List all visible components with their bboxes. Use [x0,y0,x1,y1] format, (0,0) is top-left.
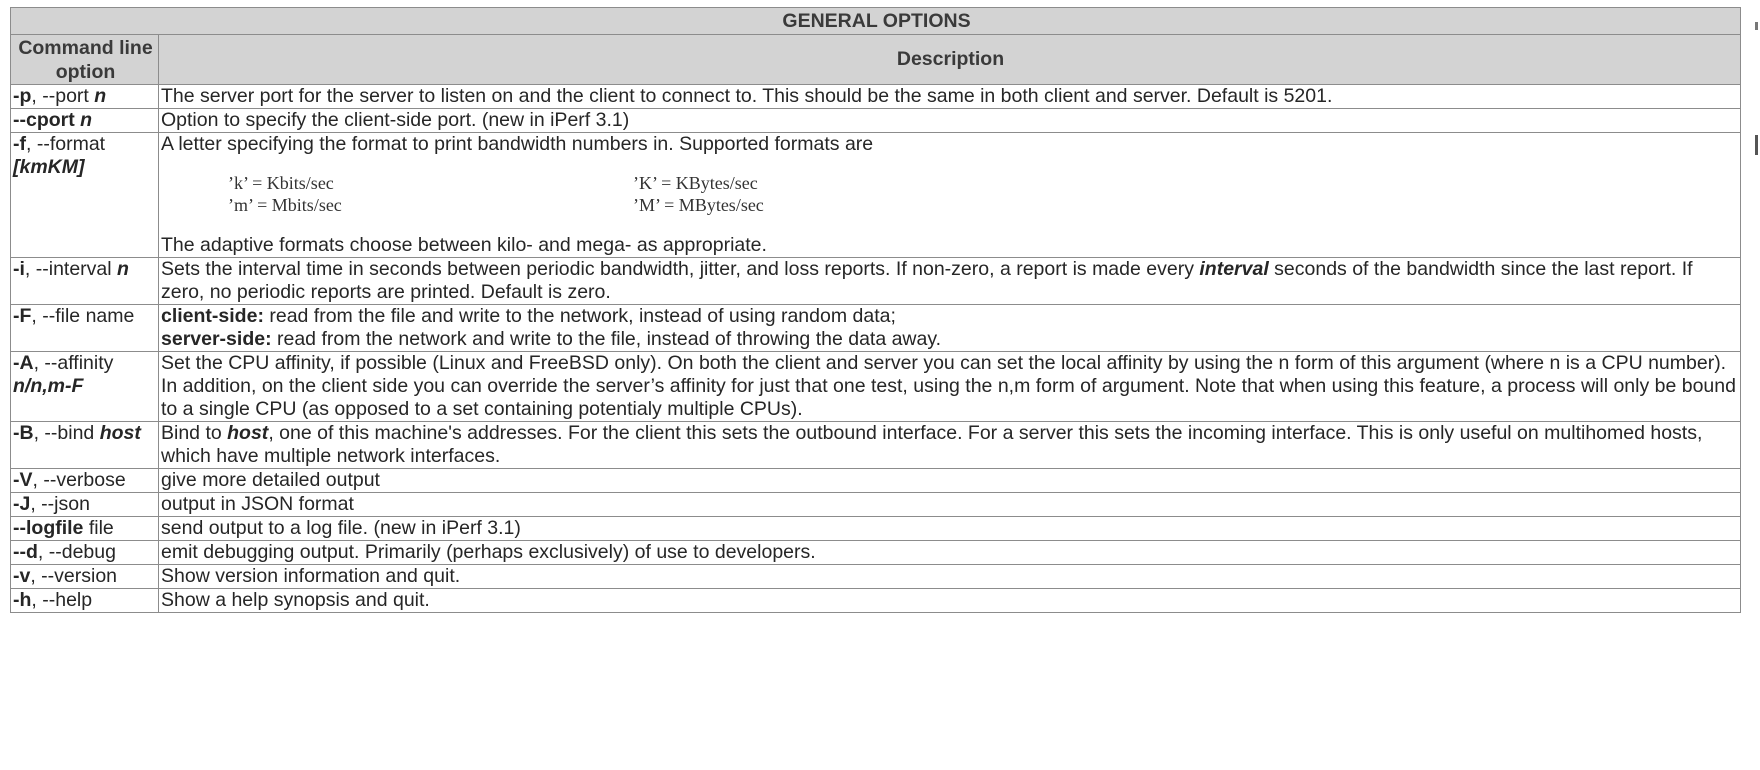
option-arg: n/n,m-F [13,375,84,397]
option-flag: -F [13,305,32,327]
client-side-label: client-side: [161,305,264,327]
option-long: , --affinity [33,352,114,374]
description-cell: send output to a log file. (new in iPerf 3.1) [159,517,1741,541]
option-arg: n [117,258,129,280]
option-long: , --help [31,589,93,611]
interval-emphasis: interval [1199,258,1269,280]
option-long: , --file name [31,305,135,327]
description-cell [159,422,1741,469]
option-long: , --bind [33,422,100,444]
server-side-label: server-side: [161,328,272,350]
option-cell [11,133,159,258]
option-long: , --format [26,133,106,155]
description-cell: The server port for the server to listen on and the client to connect to. This should be the same in both client and server. Default is 5201. [159,85,1741,109]
option-long: , --interval [24,258,118,280]
table-title: GENERAL OPTIONS [11,8,1741,35]
option-long: , --port [31,85,95,107]
option-cell [11,565,159,589]
option-cell [11,258,159,305]
table-row [11,422,1741,469]
option-cell [11,541,159,565]
table-row [11,493,1741,517]
bind-text-a: Bind to [161,422,228,444]
description-cell: output in JSON format [159,493,1741,517]
option-cell [11,469,159,493]
table-row [11,109,1741,133]
option-arg: [kmKM] [13,156,85,178]
server-side-text: read from the network and write to the file, instead of throwing the data away. [271,328,942,350]
format-m: ’m’ = Mbits/sec [228,195,342,215]
option-cell [11,305,159,352]
format-list [228,172,1740,216]
option-flag: -f [13,133,26,155]
option-cell [11,352,159,422]
option-cell [11,517,159,541]
option-long: , --verbose [32,469,126,491]
scrollbar-arrow[interactable] [1755,22,1758,30]
option-cell [11,85,159,109]
option-flag: -p [13,85,32,107]
column-header-option: Command line option [11,35,159,85]
option-long: , --json [30,493,90,515]
table-row [11,517,1741,541]
option-flag: --d [13,541,38,563]
description-cell: Option to specify the client-side port. (new in iPerf 3.1) [159,109,1741,133]
format-outro: The adaptive formats choose between kilo- and mega- as appropriate. [161,234,767,256]
server-side-line [161,328,1740,351]
bind-text-b: , one of this machine's addresses. For the client this sets the outbound interface. For a server this sets the incoming interface. This is only useful on multihomed hosts, which have multiple network interfaces. [161,422,1703,467]
table-title-row [11,8,1741,35]
option-flag: -B [13,422,34,444]
option-cell [11,493,159,517]
description-cell [159,258,1741,305]
format-k: ’k’ = Kbits/sec [228,173,334,193]
bind-emphasis: host [227,422,269,444]
option-flag: -v [13,565,31,587]
option-cell [11,422,159,469]
option-flag: -V [13,469,33,491]
table-row [11,85,1741,109]
option-long: , --version [30,565,118,587]
option-flag: -A [13,352,34,374]
option-flag: -h [13,589,32,611]
interval-text-a: Sets the interval time in seconds between periodic bandwidth, jitter, and loss reports. If non-zero, a report is made every [161,258,1200,280]
scrollbar-thumb[interactable] [1755,135,1758,155]
column-header-description: Description [159,35,1741,85]
option-flag: -i [13,258,25,280]
description-cell: emit debugging output. Primarily (perhaps exclusively) of use to developers. [159,541,1741,565]
description-cell: Show version information and quit. [159,565,1741,589]
option-flag: -J [13,493,31,515]
description-cell: Set the CPU affinity, if possible (Linux and FreeBSD only). On both the client and server you can set the local affinity by using the n form of this argument (where n is a CPU number). In addition, on the client side you can override the server’s affinity for just that one test, using the n,m form of argument. Note that when using this feature, a process will only be bound to a single CPU (as opposed to a set containing potentialy multiple CPUs). [159,352,1741,422]
client-side-text: read from the file and write to the network, instead of using random data; [263,305,896,327]
general-options-table [10,7,1741,613]
format-K: ’K’ = KBytes/sec [633,173,758,193]
table-row [11,469,1741,493]
description-cell [159,305,1741,352]
description-cell [159,133,1741,258]
table-row [11,352,1741,422]
option-long: , --debug [37,541,116,563]
option-long: file [83,517,114,539]
table-row [11,133,1741,258]
option-flag: --logfile [13,517,84,539]
client-side-line [161,305,1740,328]
format-intro: A letter specifying the format to print bandwidth numbers in. Supported formats are [161,133,874,155]
interval-text-b: seconds of the bandwidth since the last report. If zero, no periodic reports are printed. Default is zero. [161,258,1693,303]
description-cell: Show a help synopsis and quit. [159,589,1741,613]
table-header-row [11,35,1741,85]
option-arg: n [94,85,107,107]
table-row [11,305,1741,352]
option-flag: --cport [13,109,75,131]
option-cell [11,589,159,613]
description-cell: give more detailed output [159,469,1741,493]
option-arg: host [99,422,141,444]
table-row [11,541,1741,565]
option-arg: n [80,109,93,131]
format-M: ’M’ = MBytes/sec [633,195,764,215]
table-row [11,565,1741,589]
table-row [11,589,1741,613]
table-row [11,258,1741,305]
option-cell [11,109,159,133]
